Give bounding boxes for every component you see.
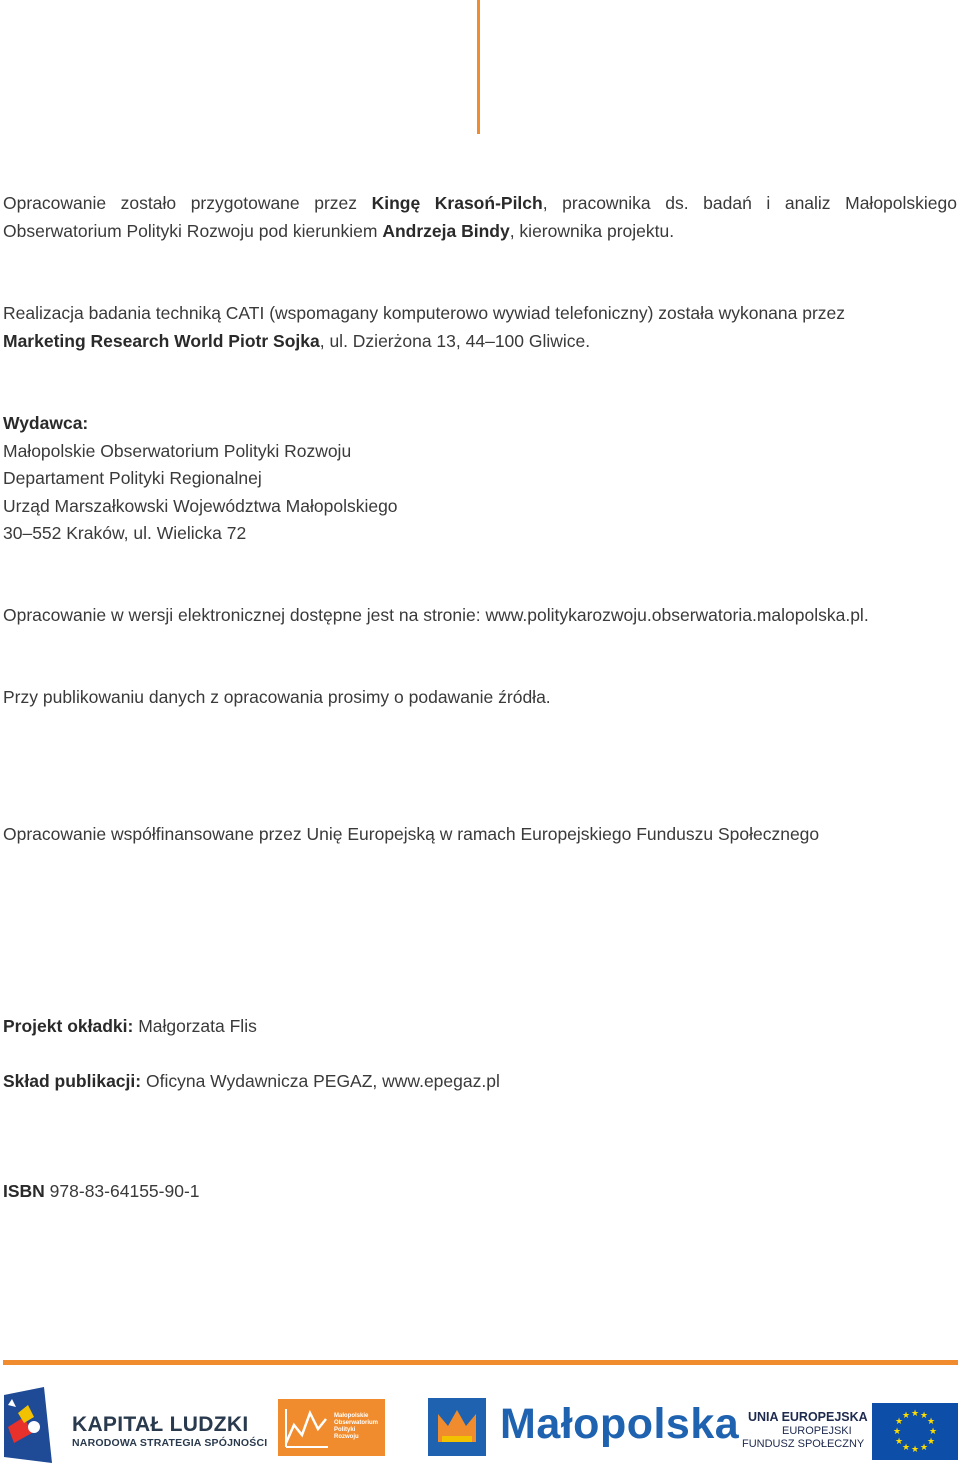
svg-text:★: ★ xyxy=(894,1437,904,1447)
cover-value: Małgorzata Flis xyxy=(133,1016,257,1036)
cover-credit xyxy=(3,1013,957,1041)
mopr-line: Małopolskie xyxy=(334,1413,369,1419)
mopr-line: Polityki xyxy=(334,1427,356,1433)
isbn-line xyxy=(3,1178,957,1206)
research-company: Marketing Research World Piotr Sojka xyxy=(3,330,320,351)
eu-flag-icon xyxy=(872,1403,958,1460)
malopolska-wordmark: Małopolska xyxy=(500,1400,740,1448)
isbn-label: ISBN xyxy=(3,1181,45,1201)
svg-text:★: ★ xyxy=(919,1411,929,1421)
svg-text:★: ★ xyxy=(901,1443,911,1453)
mopr-line: Rozwoju xyxy=(334,1434,359,1440)
orange-vertical-line xyxy=(477,0,480,134)
svg-text:★: ★ xyxy=(892,1427,902,1437)
malopolska-emblem-icon xyxy=(428,1398,486,1456)
publisher-line: Departament Polityki Regionalnej xyxy=(3,468,262,488)
funding-note xyxy=(3,821,957,849)
cover-label: Projekt okładki: xyxy=(3,1016,134,1036)
svg-text:★: ★ xyxy=(901,1411,911,1421)
citation-note xyxy=(3,684,957,712)
orange-footer-rule xyxy=(3,1360,958,1365)
research-text: Realizacja badania techniką CATI (wspomagany komputerowo wywiad telefoniczny) została wykonana przez xyxy=(3,303,846,323)
research-address: , ul. Dzierżona 13, 44–100 Gliwice. xyxy=(319,330,591,351)
typesetting-credit xyxy=(3,1068,957,1096)
svg-text:★: ★ xyxy=(894,1417,904,1427)
eu-subtitle-2: FUNDUSZ SPOŁECZNY xyxy=(742,1438,865,1450)
online-text: Opracowanie w wersji elektronicznej dostępne jest na stronie: www.politykarozwoju.obserwatoria.malopolska.pl. xyxy=(3,605,869,625)
kapital-ludzki-title: KAPITAŁ LUDZKI xyxy=(72,1413,249,1436)
svg-text:★: ★ xyxy=(910,1445,920,1455)
credits-text: Obserwatorium Polityki Rozwoju pod kierunkiem xyxy=(3,220,383,241)
citation-text: Przy publikowaniu danych z opracowania prosimy o podawanie źródła. xyxy=(3,687,551,707)
publisher-line: Urząd Marszałkowski Województwa Małopolskiego xyxy=(3,495,398,516)
credits-paragraph xyxy=(3,190,957,245)
svg-text:★: ★ xyxy=(928,1427,938,1437)
svg-text:★: ★ xyxy=(926,1437,936,1447)
publisher-line: Małopolskie Obserwatorium Polityki Rozwoju xyxy=(3,440,352,461)
mopr-text xyxy=(334,1413,378,1441)
supervisor-name: Andrzeja Bindy xyxy=(382,220,510,241)
svg-text:★: ★ xyxy=(919,1443,929,1453)
kapital-ludzki-subtitle: NARODOWA STRATEGIA SPÓJNOŚCI xyxy=(72,1437,268,1449)
isbn-value: 978-83-64155-90-1 xyxy=(44,1181,200,1201)
typesetting-label: Skład publikacji: xyxy=(3,1071,142,1091)
eu-subtitle-1: EUROPEJSKI xyxy=(782,1425,852,1437)
publisher-label: Wydawca: xyxy=(3,413,89,433)
eu-title: UNIA EUROPEJSKA xyxy=(748,1410,868,1424)
mopr-line: Obserwatorium xyxy=(334,1420,379,1426)
mopr-logo xyxy=(278,1399,385,1456)
funding-text: Opracowanie współfinansowane przez Unię Europejską w ramach Europejskiego Funduszu Społecznego xyxy=(3,824,820,844)
publisher-block xyxy=(3,410,957,548)
kapital-ludzki-logo-icon xyxy=(4,1387,52,1463)
publisher-line: 30–552 Kraków, ul. Wielicka 72 xyxy=(3,523,247,543)
svg-text:★: ★ xyxy=(910,1409,920,1419)
credits-text: Opracowanie zostało przygotowane przez xyxy=(3,193,372,213)
typesetting-value: Oficyna Wydawnicza PEGAZ, www.epegaz.pl xyxy=(141,1071,500,1091)
research-paragraph xyxy=(3,300,957,355)
credits-text: , pracownika ds. badań i analiz Małopolskiego xyxy=(542,193,957,213)
credits-text: , kierownika projektu. xyxy=(509,220,675,241)
author-name: Kingę Krasoń-Pilch xyxy=(371,193,543,213)
online-availability xyxy=(3,602,957,630)
svg-text:★: ★ xyxy=(926,1417,936,1427)
